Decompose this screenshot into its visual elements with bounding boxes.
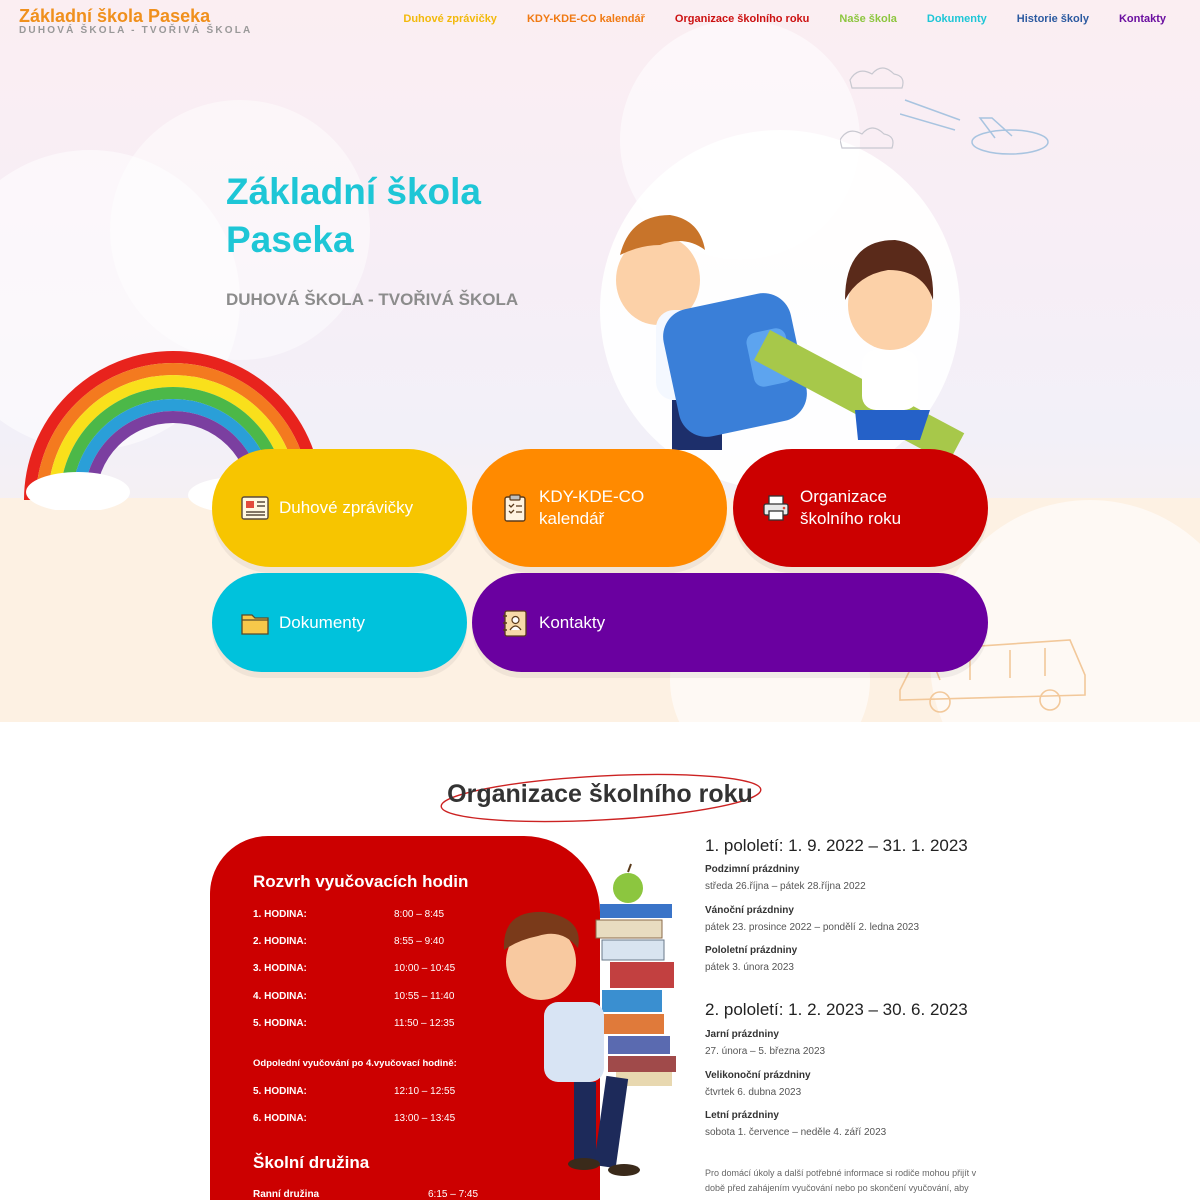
tile-label: KDY-KDE-CO kalendář (539, 487, 645, 528)
tile-kontakty[interactable] (472, 573, 988, 672)
tile-label: Duhové zprávičky (279, 498, 414, 517)
holiday-date: sobota 1. července – neděle 4. září 2023 (705, 1127, 887, 1138)
schedule-row-time: 8:00 – 8:45 (394, 909, 445, 920)
holiday-name: Jarní prázdniny (705, 1029, 779, 1040)
schedule-row-label: 1. HODINA: (253, 909, 307, 920)
newspaper-icon (240, 493, 270, 523)
semester-title: 1. pololetí: 1. 9. 2022 – 31. 1. 2023 (705, 836, 968, 855)
info-note: Pro domácí úkoly a další potřebné informace si rodiče mohou přijít v době před zahájením vyučování nebo po skončení vyučování, aby (705, 1168, 977, 1193)
nav-historie[interactable]: Historie školy (1016, 13, 1089, 25)
tile-organizace[interactable] (733, 449, 988, 567)
tile-label: Organizace školního roku (800, 487, 902, 528)
holiday-date: středa 26.října – pátek 28.října 2022 (705, 881, 866, 892)
tile-kalendar[interactable] (472, 449, 727, 567)
site-logo[interactable] (19, 6, 252, 36)
folder-icon (240, 608, 270, 638)
holiday-name: Velikonoční prázdniny (705, 1070, 811, 1081)
holiday-date: pátek 3. února 2023 (705, 962, 794, 973)
schedule-row-label: 4. HODINA: (253, 991, 307, 1002)
holiday-date: pátek 23. prosince 2022 – pondělí 2. ledna 2023 (705, 922, 920, 933)
logo-title: Základní škola Paseka (19, 6, 211, 26)
nav-duhove-zpravicky[interactable]: Duhové zprávičky (403, 13, 497, 25)
holiday-name: Letní prázdniny (705, 1110, 779, 1121)
schedule-row-label: 5. HODINA: (253, 1086, 307, 1097)
holiday-name: Pololetní prázdniny (705, 945, 798, 956)
holiday-date: čtvrtek 6. dubna 2023 (705, 1087, 802, 1098)
schedule-row-label: 6. HODINA: (253, 1113, 307, 1124)
schedule-row-label: 2. HODINA: (253, 936, 307, 947)
druzina-row-time: 6:15 – 7:45 (428, 1189, 479, 1200)
children-illustration (600, 210, 980, 480)
logo-subtitle: DUHOVÁ ŠKOLA - TVOŘIVÁ ŠKOLA (19, 25, 253, 36)
holiday-name: Vánoční prázdniny (705, 905, 794, 916)
schedule-row-label: 3. HODINA: (253, 963, 307, 974)
schedule-row-time: 8:55 – 9:40 (394, 936, 445, 947)
hero-title: Základní škola Paseka (226, 171, 481, 260)
printer-icon (761, 493, 791, 523)
semester-title: 2. pololetí: 1. 2. 2023 – 30. 6. 2023 (705, 1000, 968, 1019)
holiday-date: 27. února – 5. března 2023 (705, 1046, 826, 1057)
nav-nase-skola[interactable]: Naše škola (839, 13, 897, 25)
schedule-row-label: 5. HODINA: (253, 1018, 307, 1029)
schedule-row-time: 11:50 – 12:35 (394, 1018, 455, 1029)
site-header (0, 0, 1200, 40)
schedule-row-time: 10:55 – 11:40 (394, 991, 455, 1002)
druzina-row-label: Ranní družina (253, 1189, 320, 1200)
cloud-doodle-icon (840, 50, 1000, 170)
nav-kontakty[interactable]: Kontakty (1118, 13, 1166, 25)
schedule-row-time: 10:00 – 10:45 (394, 963, 456, 974)
tile-duhove-zpravicky[interactable] (212, 449, 467, 567)
holiday-name: Podzimní prázdniny (705, 864, 800, 875)
tile-label: Kontakty (539, 612, 606, 632)
nav-organizace[interactable]: Organizace školního roku (674, 13, 810, 25)
schedule-row-time: 12:10 – 12:55 (394, 1086, 456, 1097)
hero-subtitle: DUHOVÁ ŠKOLA - TVOŘIVÁ ŠKOLA (226, 290, 519, 309)
tile-label: Dokumenty (279, 612, 365, 632)
nav-kalendar[interactable]: KDY-KDE-CO kalendář (526, 13, 645, 25)
clipboard-icon (500, 493, 530, 523)
nav-dokumenty[interactable]: Dokumenty (926, 13, 987, 25)
main-nav (403, 13, 1166, 25)
afternoon-note: Odpolední vyučování po 4.vyučovací hodině: (253, 1058, 457, 1069)
address-book-icon (500, 608, 530, 638)
section-title: Organizace školního roku (447, 780, 753, 808)
schedule-row-time: 13:00 – 13:45 (394, 1113, 456, 1124)
boy-with-books-illustration (496, 862, 686, 1200)
druzina-title: Školní družina (253, 1153, 370, 1172)
schedule-title: Rozvrh vyučovacích hodin (253, 872, 469, 891)
tile-dokumenty[interactable] (212, 573, 467, 672)
